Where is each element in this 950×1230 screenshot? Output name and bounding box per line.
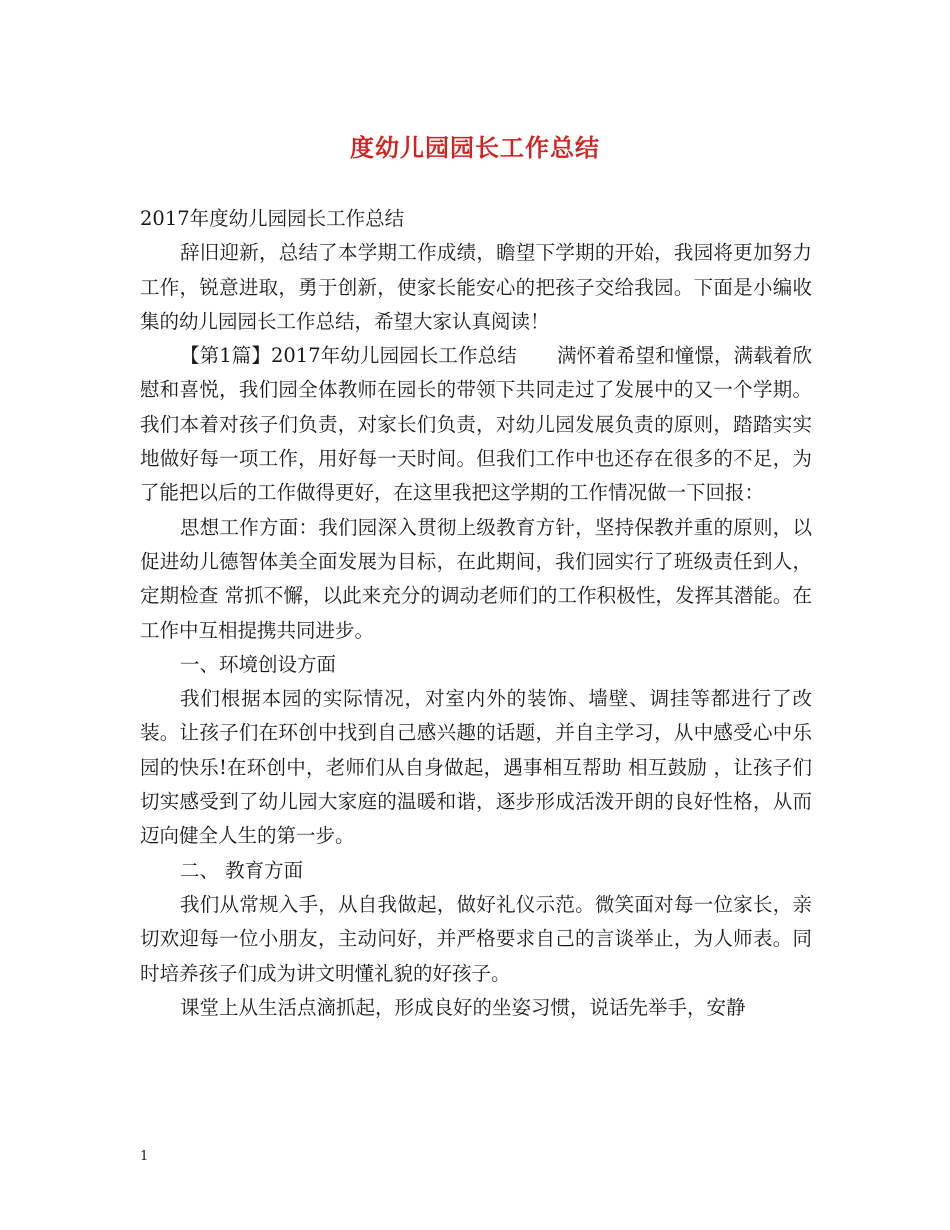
article-body: 满怀着希望和憧憬，满载着欣慰和喜悦，我们园全体教师在园长的带领下共同走过了发展中的又一个学期。我们本着对孩子们负责，对家长们负责，对幼儿园发展负责的原则，踏踏实实地做好每一项工作，用好每一天时间。但我们工作中也还存在很多的不足，为了能把以后的工作做得更好，在这里我把这学期的工作情况做一下回报： (140, 344, 812, 505)
paragraph-education: 我们从常规入手，从自我做起，做好礼仪示范。微笑面对每一位家长，亲切欢迎每一位小朋友，主动问好，并严格要求自己的言谈举止，为人师表。同时培养孩子们成为讲文明懂礼貌的好孩子。 (140, 892, 812, 985)
paragraph-ideology: 思想工作方面：我们园深入贯彻上级教育方针，坚持保教并重的原则，以促进幼儿德智体美全面发展为目标，在此期间，我们园实行了班级责任到人，定期检查 常抓不懈，以此来充分的调动老师们的工作积极性，发挥其潜能。在工作中互相提携共同进步。 (140, 515, 812, 642)
paragraph-intro: 辞旧迎新，总结了本学期工作成绩，瞻望下学期的开始，我园将更加努力工作，锐意进取，勇于创新，使家长能安心的把孩子交给我园。下面是小编收集的幼儿园园长工作总结，希望大家认真阅读！ (140, 241, 812, 333)
paragraph-article-1 (140, 339, 812, 510)
paragraph-environment: 我们根据本园的实际情况，对室内外的装饰、墙壁、调挂等都进行了改装。让孩子们在环创中找到自己感兴趣的话题，并自主学习，从中感受心中乐园的快乐!在环创中，老师们从自身做起，遇事相互帮助 相互鼓励 ，让孩子们切实感受到了幼儿园大家庭的温暖和谐，逐步形成活泼开朗的良好性格，从而迈向健全人生的第一步。 (140, 687, 812, 848)
article-heading: 【第1篇】2017年幼儿园园长工作总结 (179, 344, 517, 368)
section-heading-education: 二、 教育方面 (179, 858, 304, 882)
document-body (140, 202, 812, 1025)
document-title: 度幼儿园园长工作总结 (350, 133, 600, 162)
page-number: 1 (140, 1149, 149, 1164)
paragraph-subtitle: 2017年度幼儿园园长工作总结 (140, 207, 405, 230)
paragraph-classroom: 课堂上从生活点滴抓起，形成良好的坐姿习惯，说话先举手，安静 (179, 995, 746, 1019)
section-heading-environment: 一、环境创设方面 (179, 652, 336, 676)
